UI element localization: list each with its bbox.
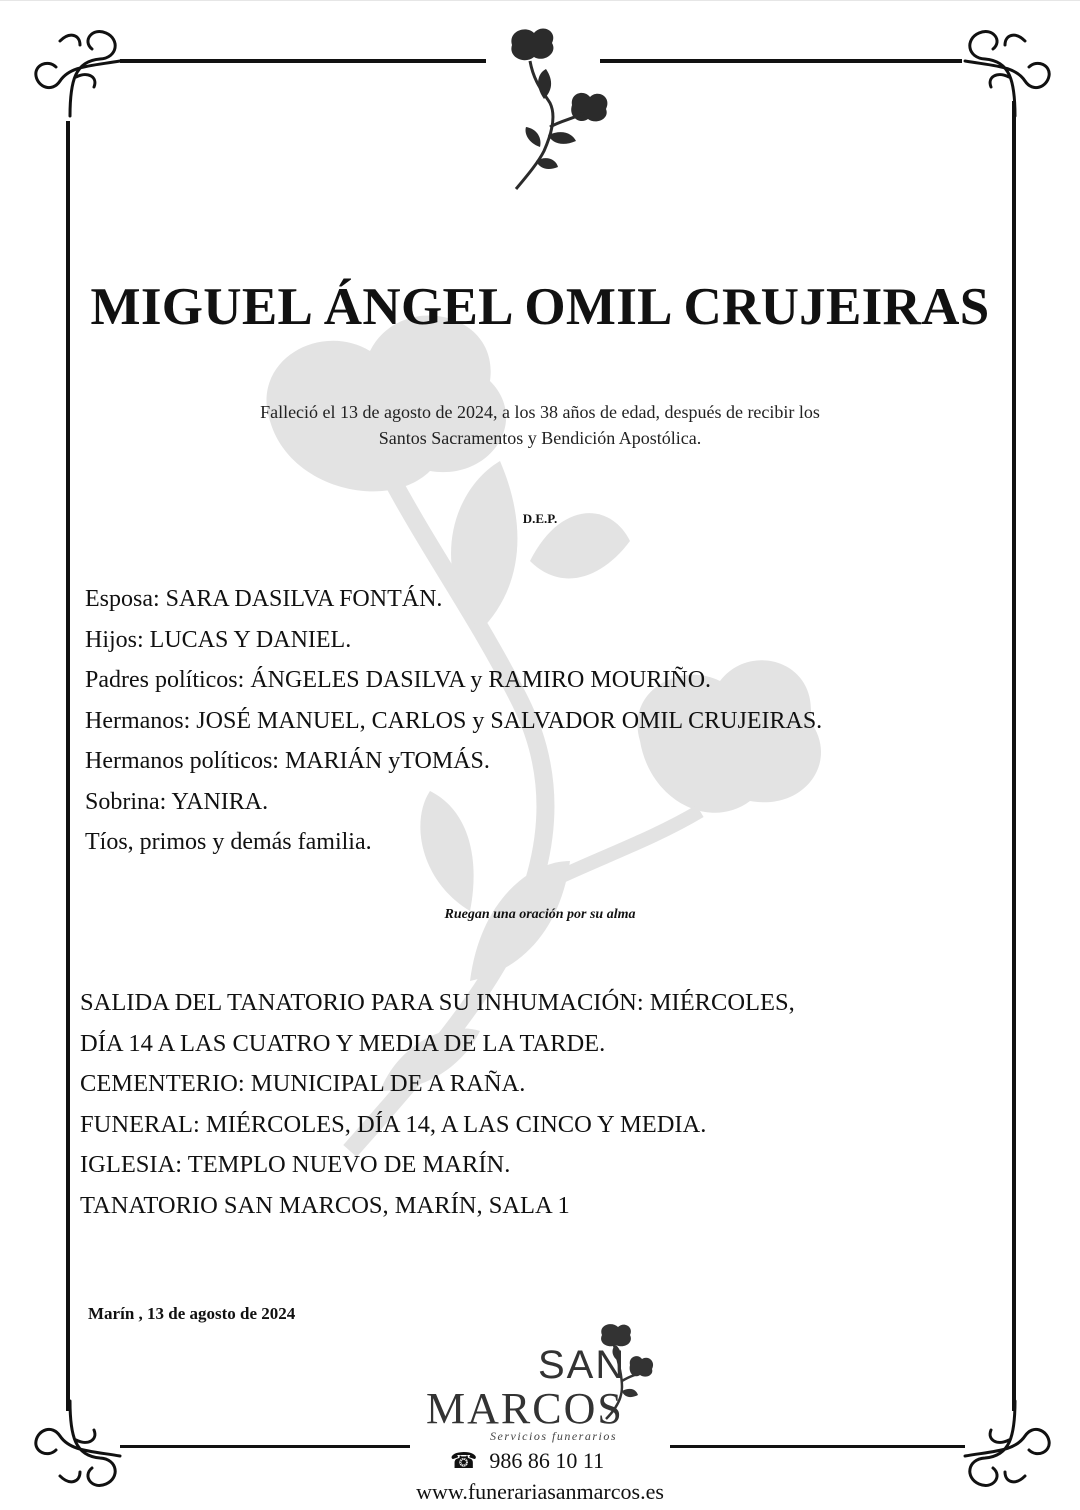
deceased-name: MIGUEL ÁNGEL OMIL CRUJEIRAS	[90, 278, 990, 336]
place-and-date: Marín , 13 de agosto de 2024	[88, 1304, 296, 1323]
family-line: Hermanos políticos: MARIÁN yTOMÁS.	[85, 748, 490, 774]
dep-label: D.E.P.	[522, 511, 558, 526]
service-line: TANATORIO SAN MARCOS, MARÍN, SALA 1	[80, 1191, 570, 1219]
service-line: FUNERAL: MIÉRCOLES, DÍA 14, A LAS CINCO Y MEDIA.	[80, 1110, 707, 1138]
frame-bottom-left	[120, 1445, 410, 1448]
frame-top-right	[600, 59, 962, 63]
service-line: DÍA 14 A LAS CUATRO Y MEDIA DE LA TARDE.	[80, 1029, 606, 1057]
flower-ornament-icon	[500, 23, 620, 193]
frame-bottom-right	[670, 1445, 965, 1448]
corner-ornament-top-left-icon	[30, 21, 125, 121]
logo-line-2: MARCOS	[426, 1384, 624, 1433]
logo-tagline: Servicios funerarios	[490, 1429, 617, 1443]
phone-number: 986 86 10 11	[489, 1448, 605, 1473]
corner-ornament-top-right-icon	[960, 21, 1055, 121]
telephone-icon: ☎	[450, 1448, 478, 1473]
intro-line-2: Santos Sacramentos y Bendición Apostólica.	[378, 428, 702, 448]
intro-line-1: Falleció el 13 de agosto de 2024, a los 38 años de edad, después de recibir los	[260, 402, 820, 422]
logo-line-1: SAN	[538, 1343, 627, 1387]
prayer-request: Ruegan una oración por su alma	[444, 907, 636, 922]
death-notice-intro	[0, 399, 1080, 451]
website-link[interactable]: www.funerariasanmarcos.es	[416, 1479, 664, 1504]
service-line: CEMENTERIO: MUNICIPAL DE A RAÑA.	[80, 1070, 526, 1097]
family-line: Tíos, primos y demás familia.	[85, 829, 372, 855]
family-list	[85, 579, 822, 863]
family-line: Esposa: SARA DASILVA FONTÁN.	[85, 586, 443, 612]
phone-contact	[450, 1448, 604, 1474]
service-line: SALIDA DEL TANATORIO PARA SU INHUMACIÓN: MIÉRCOLES,	[80, 989, 795, 1016]
service-line: IGLESIA: TEMPLO NUEVO DE MARÍN.	[80, 1151, 511, 1178]
service-details	[80, 983, 795, 1226]
family-line: Hijos: LUCAS Y DANIEL.	[85, 626, 352, 653]
family-line: Sobrina: YANIRA.	[85, 788, 269, 815]
frame-top-left	[120, 59, 486, 63]
family-line: Hermanos: JOSÉ MANUEL, CARLOS y SALVADOR OMIL CRUJEIRAS.	[85, 707, 823, 734]
family-line: Padres políticos: ÁNGELES DASILVA y RAMIRO MOURIÑO.	[85, 667, 712, 693]
san-marcos-logo	[420, 1321, 670, 1446]
